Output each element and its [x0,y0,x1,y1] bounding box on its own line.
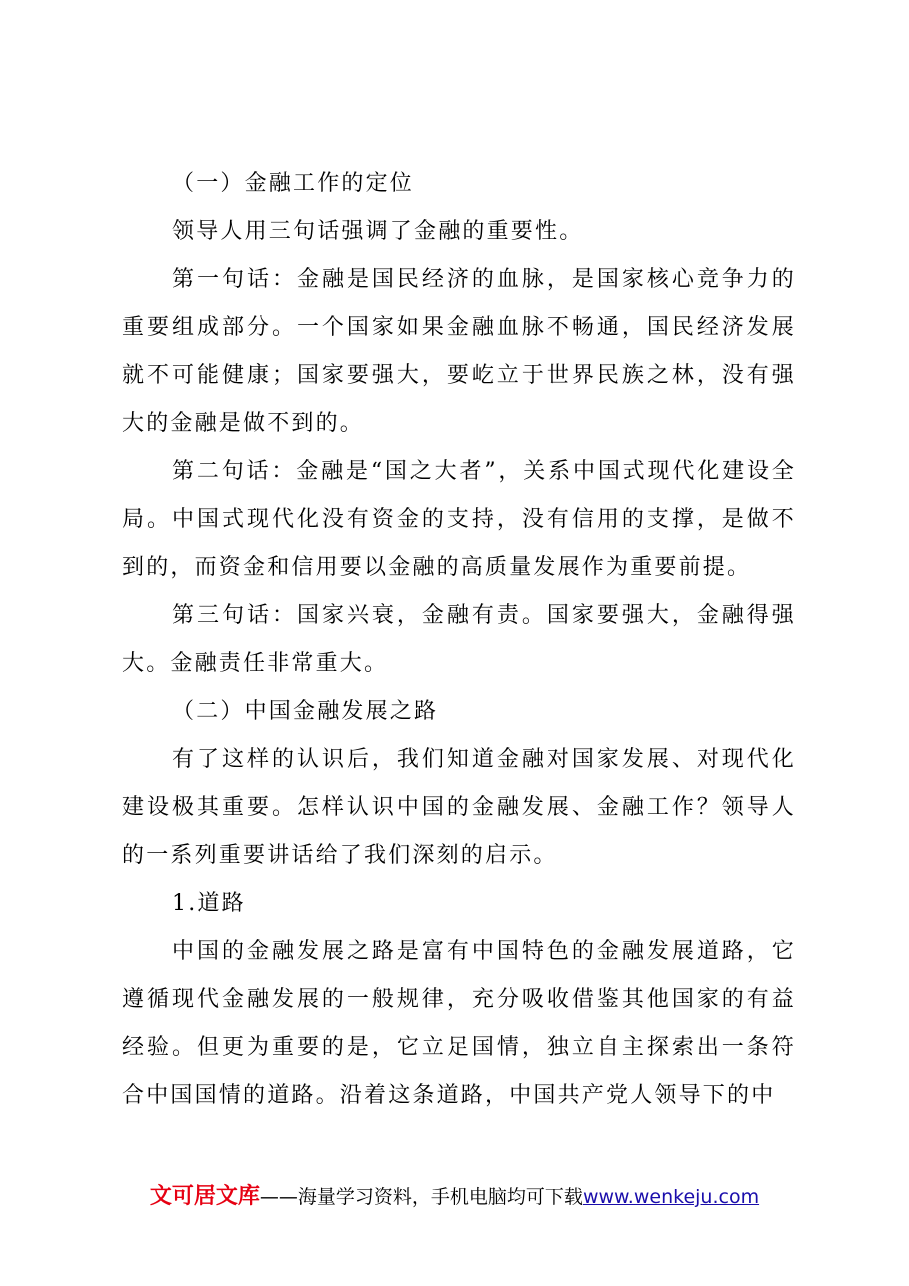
paragraph-second-sentence: 第二句话：金融是“国之大者”，关系中国式现代化建设全局。中国式现代化没有资金的支持，没有信用的支撑，是做不到的，而资金和信用要以金融的高质量发展作为重要前提。 [122,459,796,580]
subsection-heading-road: 1.道路 [172,891,246,916]
footer-slogan: ——海量学习资料，手机电脑均可下载 [259,1186,583,1208]
footer-banner [0,1180,909,1214]
document-body [122,160,796,1120]
paragraph-three-sentences-intro: 领导人用三句话强调了金融的重要性。 [172,219,584,244]
paragraph-understanding: 有了这样的认识后，我们知道金融对国家发展、对现代化建设极其重要。怎样认识中国的金融发展、金融工作？领导人的一系列重要讲话给了我们深刻的启示。 [122,747,796,868]
footer-website-link[interactable]: www.wenkeju.com [582,1186,760,1208]
paragraph-first-sentence: 第一句话：金融是国民经济的血脉，是国家核心竞争力的重要组成部分。一个国家如果金融血脉不畅通，国民经济发展就不可能健康；国家要强大，要屹立于世界民族之林，没有强大的金融是做不到的。 [122,267,796,436]
footer-brand: 文可居文库 [149,1184,260,1209]
section-heading-positioning: （一）金融工作的定位 [172,171,415,196]
section-heading-development-path: （二）中国金融发展之路 [172,699,439,724]
paragraph-third-sentence: 第三句话：国家兴衰，金融有责。国家要强大，金融得强大。金融责任非常重大。 [122,603,796,676]
paragraph-road: 中国的金融发展之路是富有中国特色的金融发展道路，它遵循现代金融发展的一般规律，充分吸收借鉴其他国家的有益经验。但更为重要的是，它立足国情，独立自主探索出一条符合中国国情的道路。沿着这条道路，中国共产党人领导下的中 [122,939,796,1108]
